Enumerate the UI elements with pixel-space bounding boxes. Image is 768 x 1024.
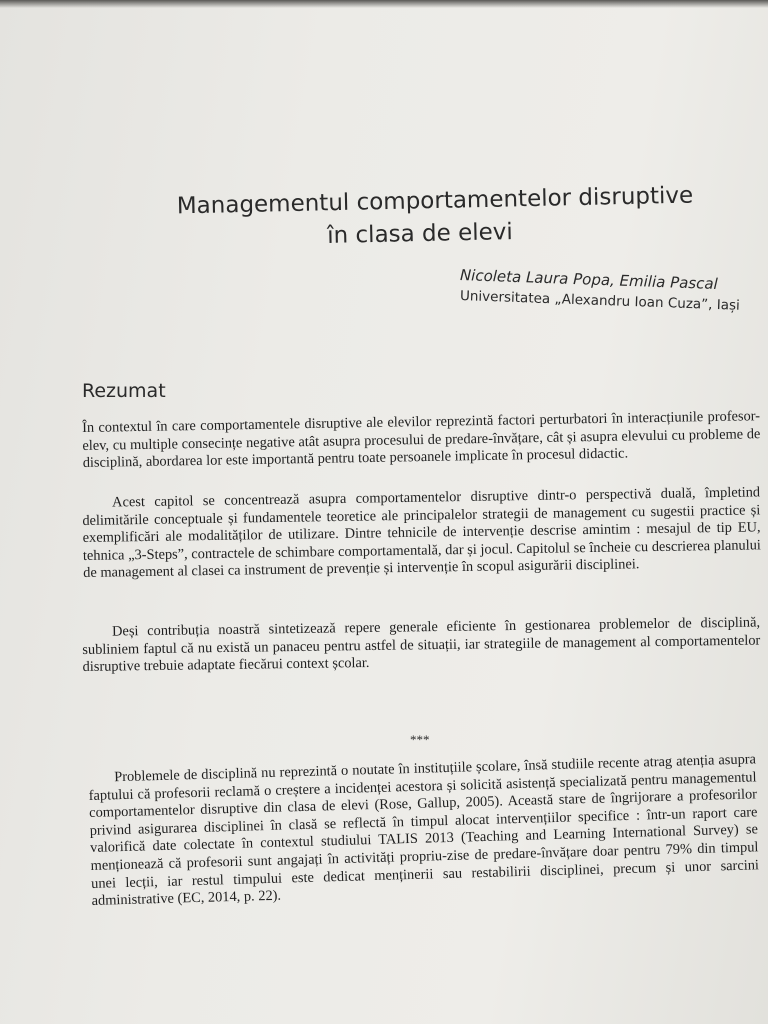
abstract-paragraph-2: Acest capitol se concentrează asupra comportamentelor disruptive dintr-o perspectivă duală, împletind delimitările conceptuale și fundamentele teoretice ale principalelor strategii de management cu sugestii practice și exemplificări ale modalităților de utilizare. Dintre tehnicile de intervenție descrise amintim : mesajul de tip EU, tehnica „3-Steps”, contractele de schimbare comportamentală, dar și jocul. Capitolul se încheie cu descrierea planului de management al clasei ca instrument de prevenție și intervenție în scopul asigurării disciplinei. [82, 484, 761, 582]
author-affiliation: Universitatea „Alexandru Ioan Cuza”, Iași [459, 288, 741, 314]
abstract-paragraph-1: În contextul în care comportamentele disruptive ale elevilor reprezintă factori perturbatori în interacțiunile profesor-elev, cu multiple consecințe negative atât asupra procesului de predare-învățare, cât și asupra elevului cu probleme de disciplină, abordarea lor este importantă pentru toate persoanele implicate în procesul didactic. [82, 408, 761, 472]
abstract-paragraph-3: Deși contribuția noastră sintetizează repere generale eficiente în gestionarea problemelor de disciplină, subliniem faptul că nu există un panaceu pentru astfel de situații, iar strategiile de management al comportamentelor disruptive trebuie adaptate fiecărui context școlar. [82, 614, 761, 676]
chapter-authors: Nicoleta Laura Popa, Emilia Pascal [459, 266, 719, 293]
abstract-heading: Rezumat [82, 380, 166, 402]
chapter-title-line-2: în clasa de elevi [326, 219, 514, 249]
chapter-title-line-1: Managementul comportamentelor disruptive [176, 182, 694, 220]
body-paragraph: Problemele de disciplină nu reprezintă o noutate în instituțiile școlare, însă studiile recente atrag atenția asupra faptului că profesorii reclamă o creștere a incidenței acestora și solicită asistență specializată pentru managementul comportamentelor disruptive din clasa de elevi (Rose, Gallup, 2005). Această stare de îngrijorare a profesorilor privind asigurarea disciplinei în clasă se reflectă în timpul alocat intervențiilor specifice : într-un raport care valorifică date colectate în contextul studiului TALIS 2013 (Teaching and Learning International Survey) se menționează că profesorii sunt angajați în activități propriu-zise de predare-învățare doar pentru 79% din timpul unei lecții, iar restul timpului este dedicat menținerii sau restabilirii disciplinei, precum și unor sarcini administrative (EC, 2014, p. 22). [88, 751, 760, 910]
section-separator: *** [410, 732, 430, 747]
page-edge-shadow [0, 0, 768, 8]
